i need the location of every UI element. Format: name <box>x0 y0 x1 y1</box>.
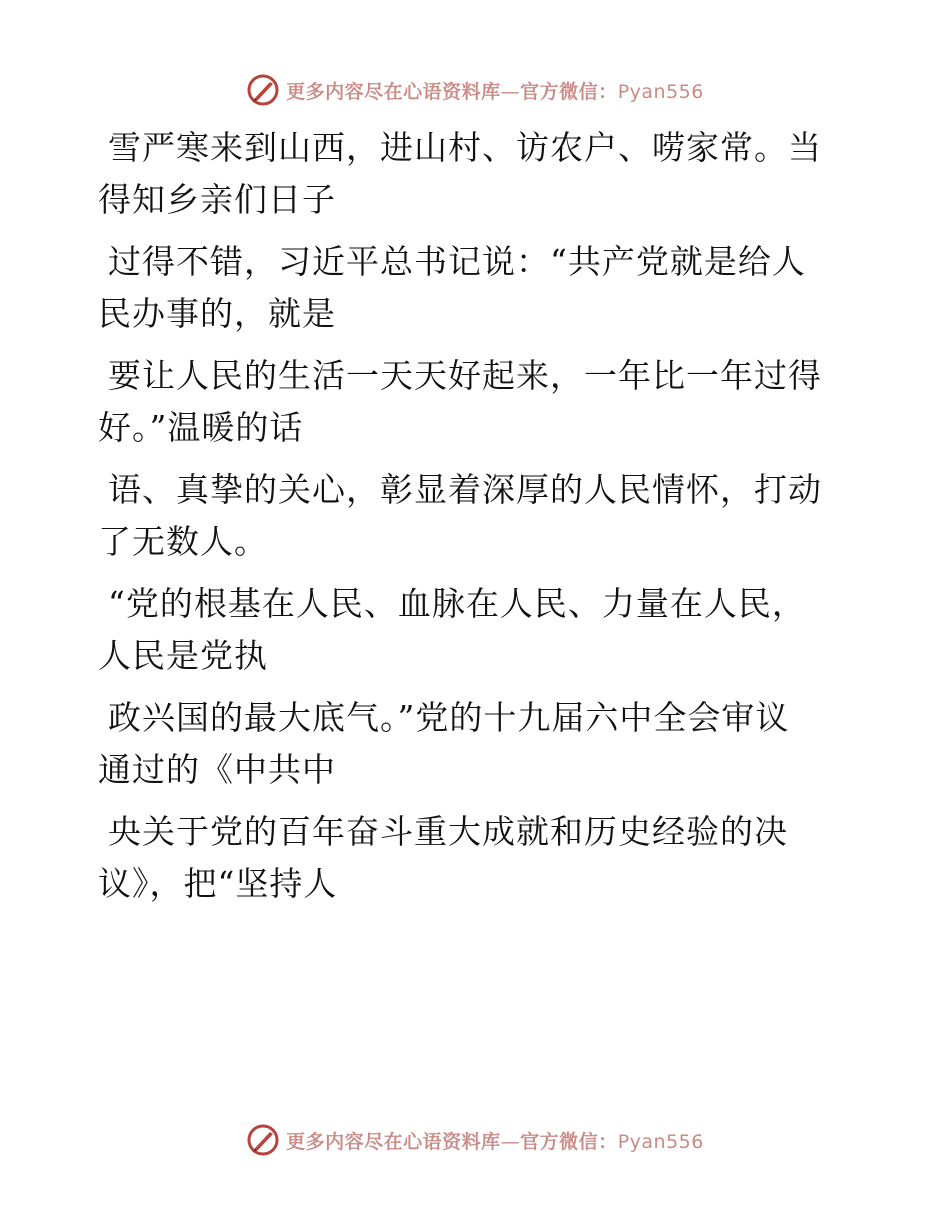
watermark-text <box>286 77 704 104</box>
watermark-official: 官方微信： <box>520 80 618 103</box>
document-body <box>98 122 838 920</box>
quill-logo-icon <box>246 1123 280 1157</box>
text-line: 过得不错，习近平总书记说：“共产党就是给人 <box>108 242 806 281</box>
text-line: 政兴国的最大底气。”党的十九届六中全会审议 <box>108 698 790 737</box>
watermark-handle: Pyan556 <box>617 80 704 103</box>
paragraph <box>98 122 838 226</box>
watermark-text <box>286 1127 704 1154</box>
paragraph <box>98 578 838 682</box>
paragraph <box>98 806 838 910</box>
paragraph <box>98 236 838 340</box>
text-line: 民办事的，就是 <box>98 294 336 333</box>
text-line: 人民是党执 <box>98 636 268 675</box>
watermark-brand: 更多内容尽在心语资料库 <box>286 80 501 103</box>
paragraph <box>98 692 838 796</box>
watermark-dash: — <box>500 80 521 103</box>
paragraph <box>98 464 838 568</box>
quill-logo-icon <box>246 73 280 107</box>
text-line: 议》，把“坚持人 <box>98 864 338 903</box>
text-line: 了无数人。 <box>98 522 268 561</box>
text-line: 要让人民的生活一天天好起来，一年比一年过得 <box>108 356 822 395</box>
watermark-official: 官方微信： <box>520 1130 618 1153</box>
text-line: 通过的《中共中 <box>98 750 336 789</box>
watermark-brand: 更多内容尽在心语资料库 <box>286 1130 501 1153</box>
watermark-dash: — <box>500 1130 521 1153</box>
text-line: “党的根基在人民、血脉在人民、力量在人民， <box>108 584 806 623</box>
text-line: 好。”温暖的话 <box>98 408 304 447</box>
text-line: 得知乡亲们日子 <box>98 180 336 219</box>
text-line: 语、真挚的关心，彰显着深厚的人民情怀，打动 <box>108 470 822 509</box>
text-line: 雪严寒来到山西，进山村、访农户、唠家常。当 <box>108 128 822 167</box>
header-watermark <box>0 70 950 110</box>
watermark-handle: Pyan556 <box>617 1130 704 1153</box>
footer-watermark <box>0 1120 950 1160</box>
text-line: 央关于党的百年奋斗重大成就和历史经验的决 <box>108 812 788 851</box>
paragraph <box>98 350 838 454</box>
